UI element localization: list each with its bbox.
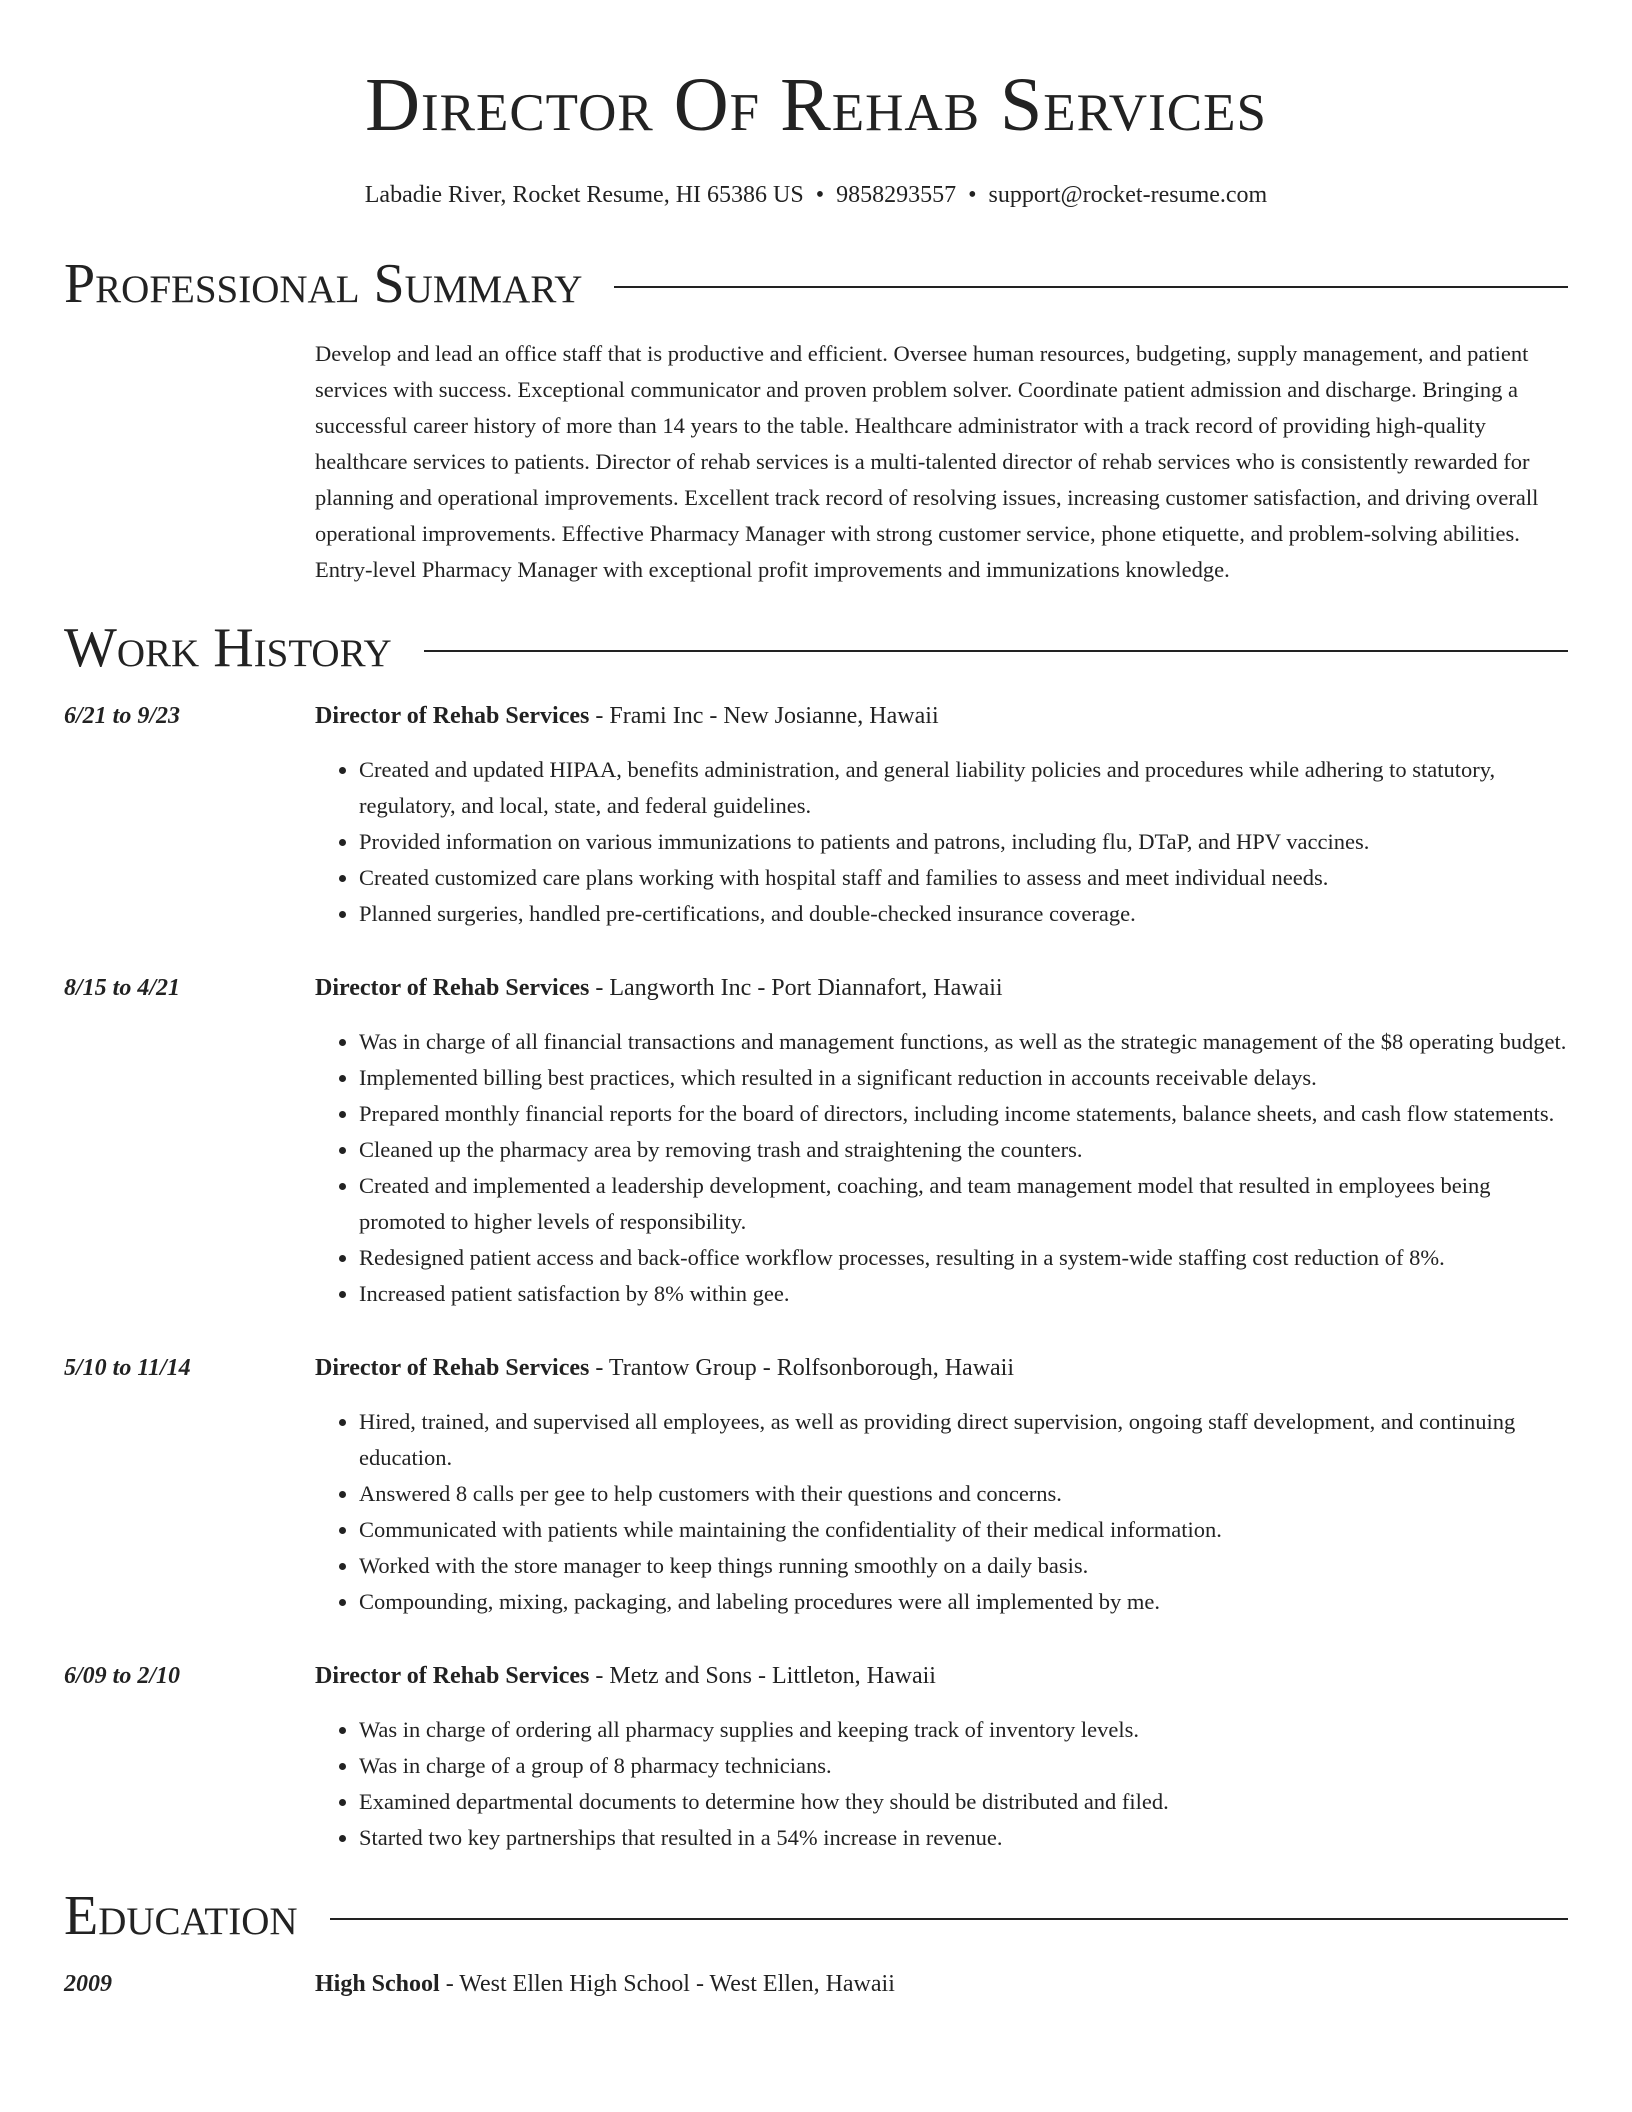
job-bullet-list <box>315 752 1568 932</box>
job-heading <box>315 970 1568 1006</box>
job-bullet: • Created and implemented a leadership development, coaching, and team management model that resulted in employees being promoted to higher levels of responsibility. <box>359 1168 1568 1240</box>
job-heading <box>315 1658 1568 1694</box>
education-body <box>315 1966 895 2002</box>
education-degree: High School <box>315 1971 440 1997</box>
job-bullet: • Planned surgeries, handled pre-certifications, and double-checked insurance coverage. <box>359 896 1568 932</box>
job-company-location: - Trantow Group - Rolfsonborough, Hawaii <box>589 1355 1015 1381</box>
job-entry <box>64 1658 1568 1856</box>
job-bullet: • Compounding, mixing, packaging, and labeling procedures were all implemented by me. <box>359 1584 1568 1620</box>
job-bullet: • Provided information on various immunizations to patients and patrons, including flu, DTaP, and HPV vaccines. <box>359 824 1568 860</box>
education-year: 2009 <box>64 1971 112 1997</box>
education-school-location: - West Ellen High School - West Ellen, Hawaii <box>439 1971 895 1997</box>
job-entry <box>64 698 1568 932</box>
resume-title: Director Of Rehab Services <box>365 63 1267 147</box>
contact-address: Labadie River, Rocket Resume, HI 65386 US <box>364 182 804 208</box>
education-section-header <box>64 1884 1568 1948</box>
section-divider <box>424 650 1568 652</box>
job-bullet-list <box>315 1404 1568 1620</box>
job-role: Director of Rehab Services <box>315 1355 590 1381</box>
job-bullet: • Communicated with patients while maintaining the confidentiality of their medical information. <box>359 1512 1568 1548</box>
job-bullet-list <box>315 1024 1568 1312</box>
job-bullet: • Increased patient satisfaction by 8% within gee. <box>359 1276 1568 1312</box>
job-role: Director of Rehab Services <box>315 1663 590 1689</box>
work-section-title: Work History <box>64 617 392 679</box>
job-entry <box>64 1350 1568 1620</box>
job-bullet: • Created customized care plans working with hospital staff and families to assess and meet individual needs. <box>359 860 1568 896</box>
job-bullet: • Implemented billing best practices, which resulted in a significant reduction in accounts receivable delays. <box>359 1060 1568 1096</box>
job-bullet: • Worked with the store manager to keep things running smoothly on a daily basis. <box>359 1548 1568 1584</box>
education-list <box>64 1966 1568 2002</box>
contact-phone: 9858293557 <box>836 182 957 208</box>
job-bullet-list <box>315 1712 1568 1856</box>
job-bullet: • Hired, trained, and supervised all employees, as well as providing direct supervision, ongoing staff development, and continuing education. <box>359 1404 1568 1476</box>
job-dates: 8/15 to 4/21 <box>64 975 181 1001</box>
job-bullet: • Answered 8 calls per gee to help customers with their questions and concerns. <box>359 1476 1568 1512</box>
education-entry <box>64 1966 1568 2002</box>
job-dates: 6/09 to 2/10 <box>64 1663 181 1689</box>
job-company-location: - Langworth Inc - Port Diannafort, Hawaii <box>589 975 1003 1001</box>
job-company-location: - Metz and Sons - Littleton, Hawaii <box>589 1663 936 1689</box>
contact-line <box>64 180 1568 210</box>
job-entry <box>64 970 1568 1312</box>
job-bullet: • Cleaned up the pharmacy area by removing trash and straightening the counters. <box>359 1132 1568 1168</box>
contact-email[interactable]: support@rocket-resume.com <box>988 182 1268 208</box>
summary-section-title: Professional Summary <box>64 253 583 315</box>
job-role: Director of Rehab Services <box>315 703 590 729</box>
job-body <box>315 1658 1568 1856</box>
job-bullet: • Prepared monthly financial reports for the board of directors, including income statements, balance sheets, and cash flow statements. <box>359 1096 1568 1132</box>
job-bullet: • Examined departmental documents to determine how they should be distributed and filed. <box>359 1784 1568 1820</box>
job-body <box>315 970 1568 1312</box>
section-divider <box>614 286 1568 288</box>
job-bullet: • Was in charge of a group of 8 pharmacy technicians. <box>359 1748 1568 1784</box>
education-section-title: Education <box>64 1885 298 1947</box>
job-dates: 6/21 to 9/23 <box>64 703 181 729</box>
section-divider <box>330 1918 1568 1920</box>
contact-separator: • <box>815 182 825 208</box>
job-bullet: • Was in charge of all financial transactions and management functions, as well as the strategic management of the $8 operating budget. <box>359 1024 1568 1060</box>
job-body <box>315 1350 1568 1620</box>
job-bullet: • Redesigned patient access and back-office workflow processes, resulting in a system-wide staffing cost reduction of 8%. <box>359 1240 1568 1276</box>
job-heading <box>315 1350 1568 1386</box>
job-heading <box>315 698 1568 734</box>
work-history-list <box>64 698 1568 1856</box>
job-bullet: • Was in charge of ordering all pharmacy supplies and keeping track of inventory levels. <box>359 1712 1568 1748</box>
job-company-location: - Frami Inc - New Josianne, Hawaii <box>589 703 939 729</box>
summary-section-header <box>64 252 1568 316</box>
summary-text: Develop and lead an office staff that is productive and efficient. Oversee human resources, budgeting, supply management, and patient services with success. Exceptional communicator and proven problem solver. Coordinate patient admission and discharge. Bringing a successful career history of more than 14 years to the table. Healthcare administrator with a track record of providing high-quality healthcare services to patients. Director of rehab services is a multi-talented director of rehab services who is consistently rewarded for planning and operational improvements. Excellent track record of resolving issues, increasing customer satisfaction, and driving overall operational improvements. Effective Pharmacy Manager with strong customer service, phone etiquette, and problem-solving abilities. Entry-level Pharmacy Manager with exceptional profit improvements and immunizations knowledge. <box>315 341 1539 582</box>
job-dates: 5/10 to 11/14 <box>64 1355 191 1381</box>
contact-separator: • <box>968 182 977 208</box>
job-bullet: • Created and updated HIPAA, benefits administration, and general liability policies and procedures while adhering to statutory, regulatory, and local, state, and federal guidelines. <box>359 752 1568 824</box>
job-role: Director of Rehab Services <box>315 975 590 1001</box>
work-section-header <box>64 616 1568 680</box>
job-body <box>315 698 1568 932</box>
job-bullet: • Started two key partnerships that resulted in a 54% increase in revenue. <box>359 1820 1568 1856</box>
